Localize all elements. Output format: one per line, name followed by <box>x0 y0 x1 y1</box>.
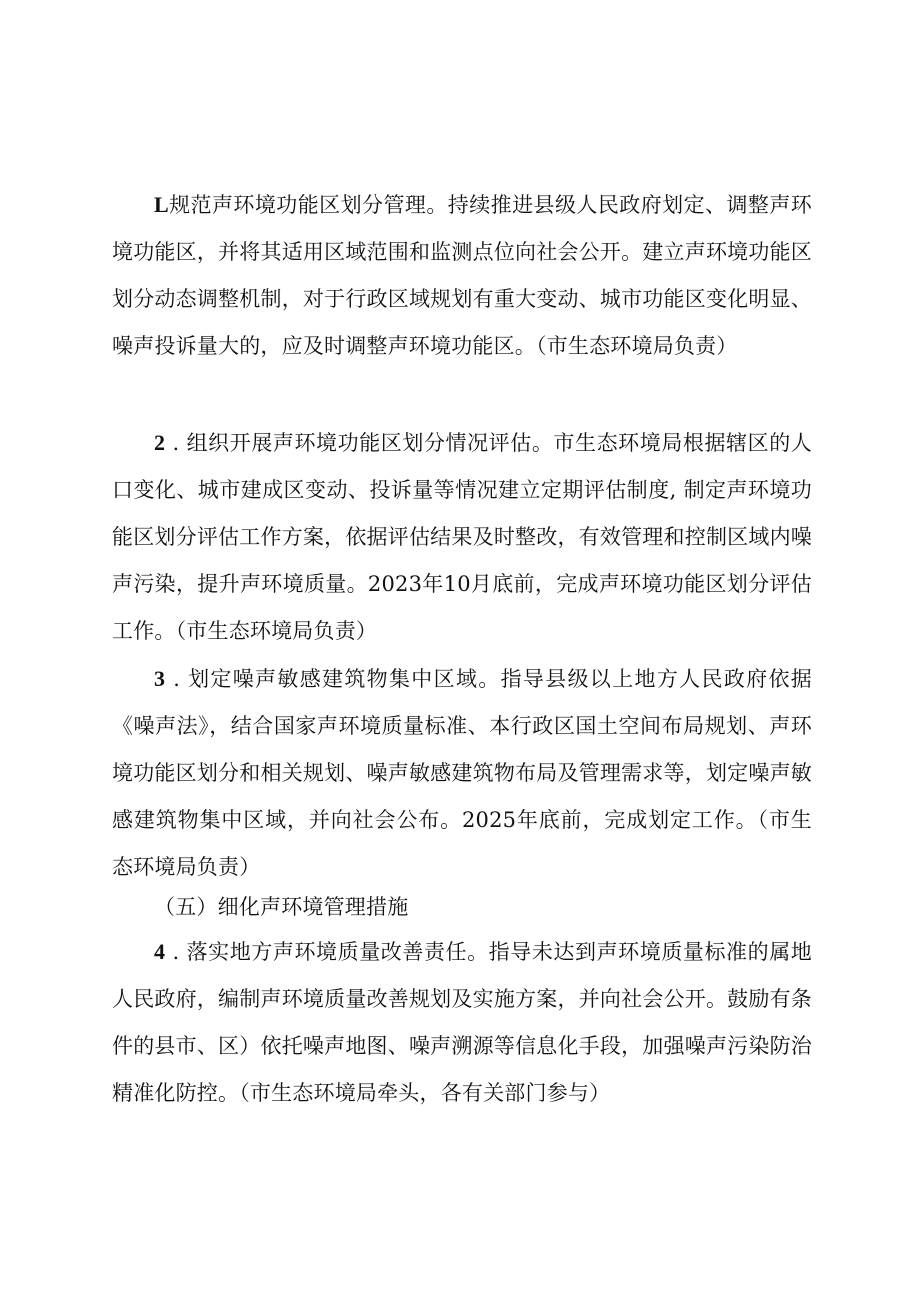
paragraph-4-text: . 落实地方声环境质量改善责任。指导未达到声环境质量标准的属地人民政府，编制声环境质量改善规划及实施方案，并向社会公开。鼓励有条件的县市、区）依托噪声地图、噪声溯源等信息化手段，加强噪声污染防治精准化防控。（市生态环境局牵头，各有关部门参与） <box>112 940 812 1105</box>
paragraph-2 <box>112 419 812 655</box>
item-number-2: 2 <box>154 430 166 455</box>
paragraph-2-text: . 组织开展声环境功能区划分情况评估。市生态环境局根据辖区的人口变化、城市建成区变动、投诉量等情况建立定期评估制度, 制定声环境功能区划分评估工作方案，依据评估结果及时整改，有效管理和控制区域内噪声污染，提升声环境质量。2023年10月底前，完成声环境功能区划分评估工作。（市生态环境局负责） <box>112 431 812 643</box>
section-heading-text: （五）细化声环境管理措施 <box>154 895 409 919</box>
paragraph-1-text: 规范声环境功能区划分管理。持续推进县级人民政府划定、调整声环境功能区，并将其适用区域范围和监测点位向社会公开。建立声环境功能区划分动态调整机制，对于行政区域规划有重大变动、城市功能区变化明显、噪声投诉量大的，应及时调整声环境功能区。（市生态环境局负责） <box>112 193 812 358</box>
paragraph-3-text: . 划定噪声敏感建筑物集中区域。指导县级以上地方人民政府依据《噪声法》，结合国家声环境质量标准、本行政区国土空间布局规划、声环境功能区划分和相关规划、噪声敏感建筑物布局及管理需求等，划定噪声敏感建筑物集中区域，并向社会公布。2025年底前，完成划定工作。（市生态环境局负责） <box>112 667 812 879</box>
item-number-3: 3 <box>154 666 166 691</box>
paragraph-1 <box>112 181 812 370</box>
paragraph-3 <box>112 655 812 891</box>
section-heading <box>112 883 812 931</box>
item-number-4: 4 <box>154 939 166 964</box>
paragraph-4 <box>112 928 812 1117</box>
item-number-1: L <box>154 192 169 217</box>
